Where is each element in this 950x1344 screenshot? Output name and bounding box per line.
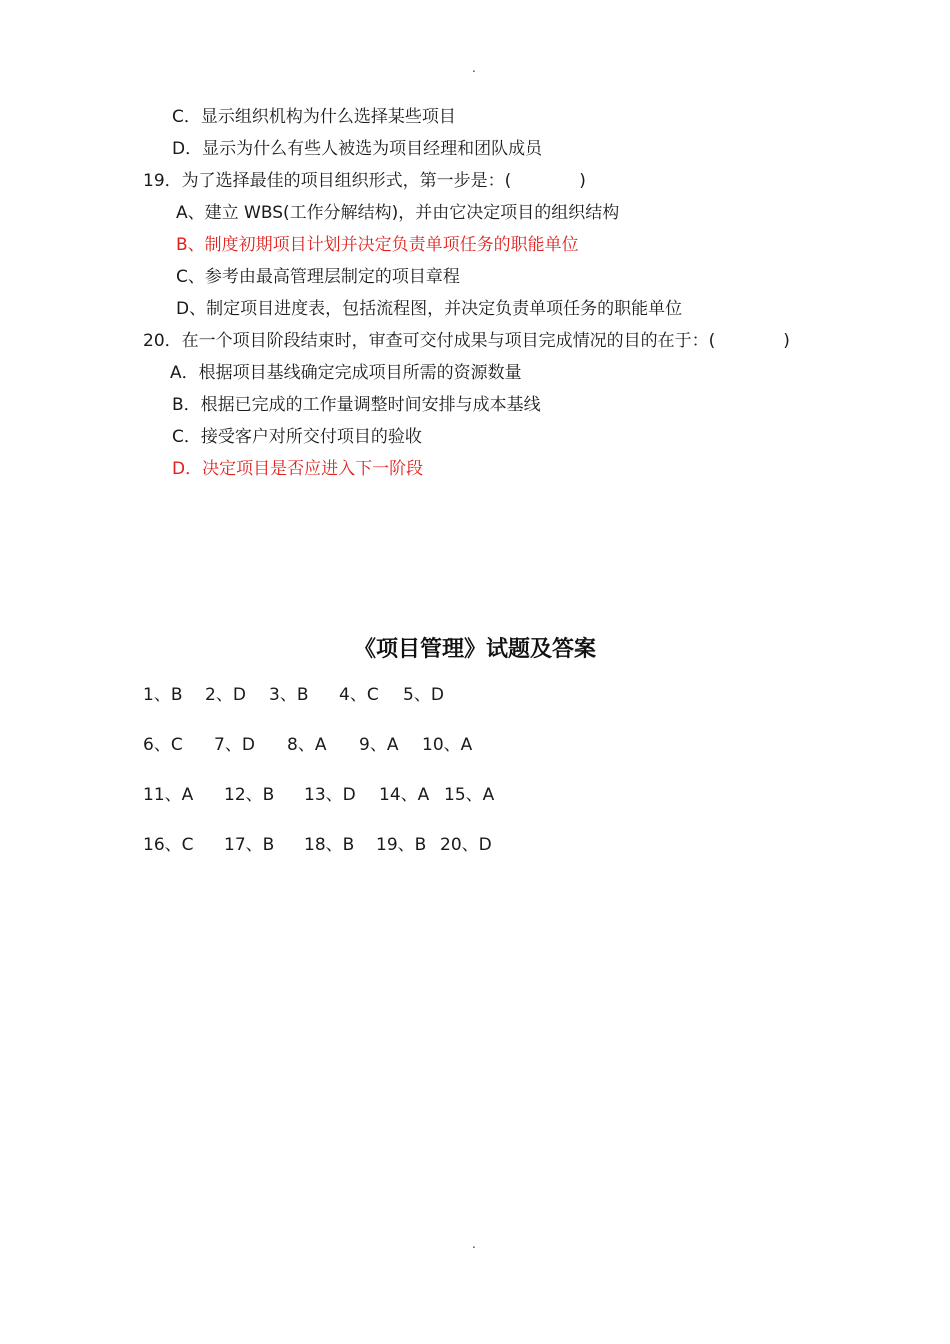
q19-option-c: C、参考由最高管理层制定的项目章程: [176, 267, 460, 287]
answer-item: 14、A: [379, 785, 430, 805]
answer-item: 3、B: [269, 685, 309, 705]
q19-option-b-correct: B、制度初期项目计划并决定负责单项任务的职能单位: [176, 235, 579, 255]
q18-option-c: C．显示组织机构为什么选择某些项目: [172, 107, 456, 127]
q19-option-a: A、建立 WBS(工作分解结构)，并由它决定项目的组织结构: [176, 203, 620, 223]
header-dot: .: [472, 61, 476, 75]
answer-key-title: 《项目管理》试题及答案: [353, 637, 596, 662]
answer-item: 8、A: [287, 735, 327, 755]
answer-item: 2、D: [205, 685, 246, 705]
answer-item: 12、B: [224, 785, 275, 805]
answer-item: 18、B: [304, 835, 355, 855]
q20-option-d-correct: D．决定项目是否应进入下一阶段: [172, 459, 424, 479]
answer-item: 9、A: [359, 735, 399, 755]
answer-item: 17、B: [224, 835, 275, 855]
q20-option-a: A．根据项目基线确定完成项目所需的资源数量: [170, 363, 522, 383]
q20-option-b: B．根据已完成的工作量调整时间安排与成本基线: [172, 395, 541, 415]
footer-dot: .: [472, 1237, 476, 1251]
q20-option-c: C．接受客户对所交付项目的验收: [172, 427, 422, 447]
answer-item: 16、C: [143, 835, 194, 855]
answer-item: 15、A: [444, 785, 495, 805]
answer-item: 5、D: [403, 685, 444, 705]
q18-option-d: D．显示为什么有些人被选为项目经理和团队成员: [172, 139, 543, 159]
answer-item: 1、B: [143, 685, 183, 705]
answer-item: 19、B: [376, 835, 427, 855]
q19-option-d: D、制定项目进度表，包括流程图，并决定负责单项任务的职能单位: [176, 299, 683, 319]
answer-item: 6、C: [143, 735, 183, 755]
q20-stem: 20．在一个项目阶段结束时，审查可交付成果与项目完成情况的目的在于：( ): [143, 331, 790, 351]
answer-item: 7、D: [214, 735, 255, 755]
answer-item: 4、C: [339, 685, 379, 705]
answer-item: 13、D: [304, 785, 356, 805]
q19-stem: 19．为了选择最佳的项目组织形式，第一步是：( ): [143, 171, 586, 191]
answer-item: 20、D: [440, 835, 492, 855]
answer-item: 11、A: [143, 785, 194, 805]
answer-item: 10、A: [422, 735, 473, 755]
